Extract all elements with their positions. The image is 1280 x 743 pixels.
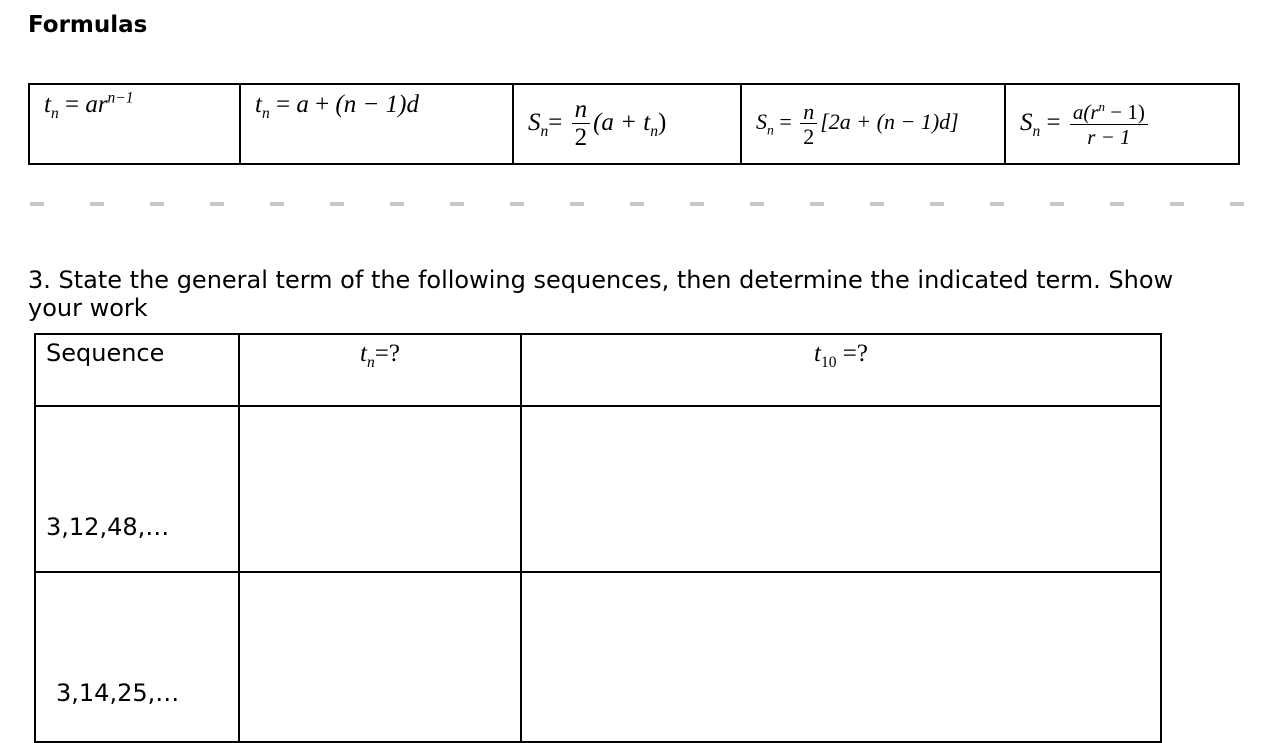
fraction: $\frac{a(r^n - 1)}{r - 1}$ (1070, 100, 1148, 147)
general-term-answer-cell[interactable] (239, 406, 521, 572)
sequence-table (34, 333, 1162, 743)
tenth-term-answer-cell[interactable] (521, 572, 1161, 742)
formula-geometric-series-sum: $S_n$ = $\frac{a(r^n - 1)}{r - 1}$ (1005, 84, 1239, 164)
cutoff-text-line (30, 202, 1245, 206)
table-header-row (35, 334, 1161, 406)
fraction: $\frac{n}{2}$ (572, 97, 591, 152)
formula-arithmetic-series-sum-tn: $S_n=$ $\frac{n}{2}$ $(a + t_n)$ (513, 84, 741, 164)
formula-general-term-arithmetic: $t_n = a + (n - 1)d$ (240, 84, 513, 164)
fraction: $\frac{n}{2}$ (800, 100, 817, 148)
formula-arithmetic-series-sum-d: $S_n$ = $\frac{n}{2}$ [2a + (n − 1)d] (741, 84, 1005, 164)
table-row (35, 572, 1161, 742)
formula-general-term-geometric: $t_n = ar^{n-1}$ (29, 84, 240, 164)
table-row (35, 406, 1161, 572)
general-term-answer-cell[interactable] (239, 572, 521, 742)
section-title: Formulas (28, 12, 148, 38)
header-tenth-term: $t_{10}$ =? (521, 334, 1161, 406)
tenth-term-answer-cell[interactable] (521, 406, 1161, 572)
question-text: 3. State the general term of the following sequences, then determine the indicated term. Show your work (28, 266, 1174, 322)
sequence-cell: 3,12,48,… (35, 406, 239, 572)
header-sequence: Sequence (35, 334, 239, 406)
sequence-cell: 3,14,25,… (35, 572, 239, 742)
header-general-term: $t_n=$? (239, 334, 521, 406)
formulas-table (28, 83, 1240, 165)
